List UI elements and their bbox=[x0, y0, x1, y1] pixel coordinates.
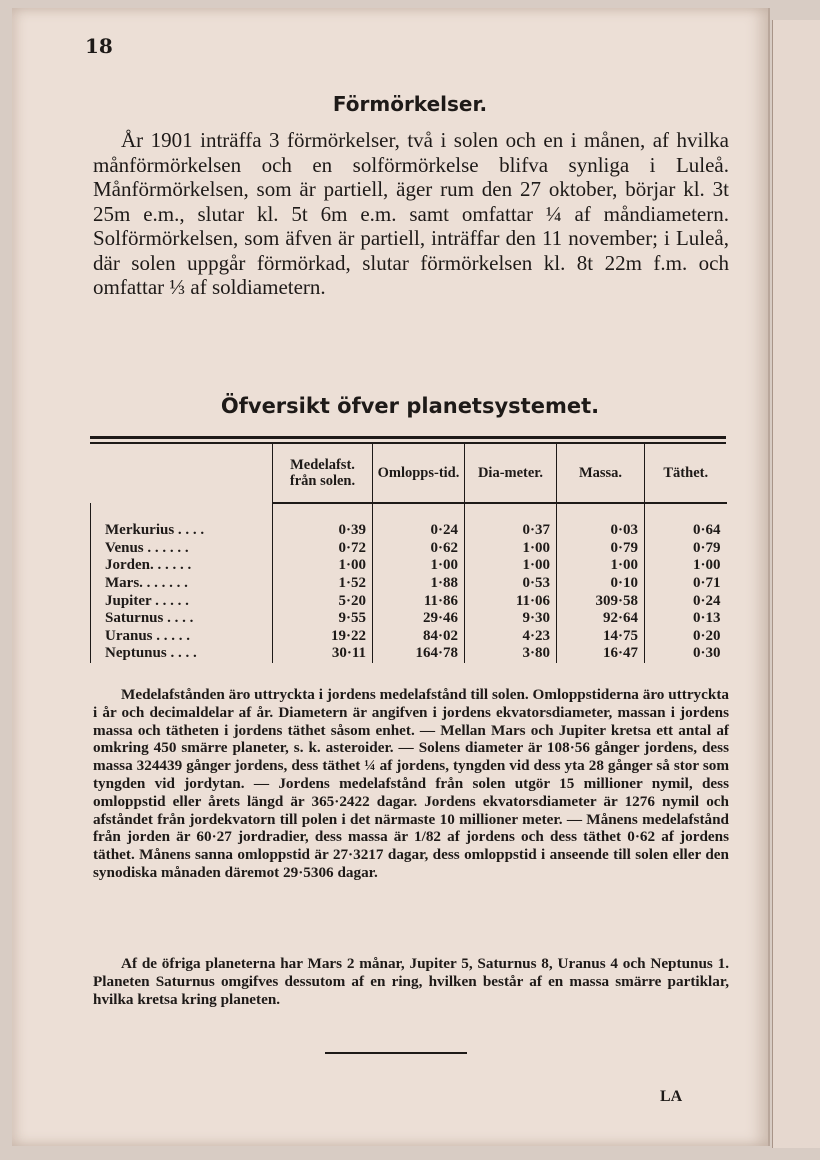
table-row bbox=[91, 592, 727, 610]
cell-diameter: 4·23 bbox=[465, 628, 557, 646]
cell-period: 1·88 bbox=[373, 575, 465, 593]
notes-paragraph-2: Af de öfriga planeterna har Mars 2 månar, Jupiter 5, Saturnus 8, Uranus 4 och Neptunus 1. Planeten Saturnus omgifves dessutom af en ring, hvilken består af en massa smärre partiklar, hvilka kretsa kring planeten. bbox=[93, 955, 729, 1008]
header-diameter: Dia-meter. bbox=[465, 444, 557, 503]
signature-mark: LA bbox=[660, 1088, 683, 1105]
cell-distance: 30·11 bbox=[273, 645, 373, 663]
table-row bbox=[91, 628, 727, 646]
cell-density: 0·79 bbox=[645, 540, 727, 558]
table-row bbox=[91, 557, 727, 575]
cell-name: Venus . . . . . . bbox=[91, 540, 273, 558]
cell-density: 0·30 bbox=[645, 645, 727, 663]
table-row bbox=[91, 522, 727, 540]
cell-distance: 1·52 bbox=[273, 575, 373, 593]
next-page-edge bbox=[772, 20, 820, 1148]
header-period: Omlopps-tid. bbox=[373, 444, 465, 503]
cell-diameter: 9·30 bbox=[465, 610, 557, 628]
cell-distance: 5·20 bbox=[273, 592, 373, 610]
cell-period: 0·24 bbox=[373, 522, 465, 540]
cell-period: 0·62 bbox=[373, 540, 465, 558]
cell-distance: 0·39 bbox=[273, 522, 373, 540]
cell-name: Neptunus . . . . bbox=[91, 645, 273, 663]
cell-density: 1·00 bbox=[645, 557, 727, 575]
cell-mass: 14·75 bbox=[557, 628, 645, 646]
cell-density: 0·71 bbox=[645, 575, 727, 593]
cell-name: Jupiter . . . . . bbox=[91, 592, 273, 610]
table-top-rule bbox=[90, 436, 726, 439]
cell-name: Mars. . . . . . . bbox=[91, 575, 273, 593]
cell-mass: 0·10 bbox=[557, 575, 645, 593]
closing-rule bbox=[325, 1052, 467, 1054]
planets-title: Öfversikt öfver planetsystemet. bbox=[220, 394, 600, 418]
eclipses-title: Förmörkelser. bbox=[332, 92, 488, 116]
cell-period: 11·86 bbox=[373, 592, 465, 610]
cell-mass: 1·00 bbox=[557, 557, 645, 575]
cell-period: 164·78 bbox=[373, 645, 465, 663]
cell-distance: 19·22 bbox=[273, 628, 373, 646]
cell-mass: 0·79 bbox=[557, 540, 645, 558]
table-row bbox=[91, 645, 727, 663]
cell-density: 0·64 bbox=[645, 522, 727, 540]
header-density: Täthet. bbox=[645, 444, 727, 503]
table-row bbox=[91, 610, 727, 628]
cell-diameter: 1·00 bbox=[465, 540, 557, 558]
cell-density: 0·24 bbox=[645, 592, 727, 610]
cell-distance: 1·00 bbox=[273, 557, 373, 575]
cell-name: Jorden. . . . . . bbox=[91, 557, 273, 575]
cell-density: 0·20 bbox=[645, 628, 727, 646]
table-row bbox=[91, 540, 727, 558]
cell-distance: 9·55 bbox=[273, 610, 373, 628]
page-number: 18 bbox=[85, 34, 113, 58]
cell-diameter: 11·06 bbox=[465, 592, 557, 610]
table-spacer-row bbox=[91, 503, 727, 522]
cell-name: Merkurius . . . . bbox=[91, 522, 273, 540]
cell-distance: 0·72 bbox=[273, 540, 373, 558]
cell-diameter: 1·00 bbox=[465, 557, 557, 575]
cell-density: 0·13 bbox=[645, 610, 727, 628]
cell-period: 1·00 bbox=[373, 557, 465, 575]
cell-name: Saturnus . . . . bbox=[91, 610, 273, 628]
notes-paragraph-1: Medelafstånden äro uttryckta i jordens medelafstånd till solen. Omloppstiderna äro uttryckta i år och decimaldelar af år. Diametern är angifven i jordens ekvatorsdiameter, massan i jordens massa och tätheten i jordens täthet såsom enhet. — Mellan Mars och Jupiter kretsa ett antal af omkring 450 smärre planeter, s. k. asteroider. — Solens diameter är 108·56 gånger jordens, dess massa 324439 gånger jordens, dess täthet ¼ af jordens, tyngden vid dess yta 28 gånger så stor som tyngden vid jordytan. — Jordens medelafstånd från solen utgör 15 millioner nymil, dess omloppstid eller årets längd är 365·2422 dagar. Jordens ekvatorsdiameter är 1276 nymil och afståndet från jordekvatorn till polen i det närmaste 10 millioner meter. — Månens medelafstånd från jorden är 60·27 jordradier, dess massa är 1/82 af jordens och dess täthet 0·62 af jordens täthet. Månens sanna omloppstid är 27·3217 dagar, dess omloppstid i anseende till solen eller den synodiska månaden däremot 29·5306 dagar. bbox=[93, 686, 729, 881]
table-row bbox=[91, 575, 727, 593]
cell-mass: 0·03 bbox=[557, 522, 645, 540]
cell-period: 84·02 bbox=[373, 628, 465, 646]
cell-diameter: 0·53 bbox=[465, 575, 557, 593]
eclipses-paragraph: År 1901 inträffa 3 förmörkelser, två i solen och en i månen, af hvilka månförmörkelsen och en solförmörkelse blifva synliga i Luleå. Månförmörkelsen, som är partiell, äger rum den 27 oktober, börjar kl. 3t 25m e.m., slutar kl. 5t 6m e.m. samt omfattar ¼ af måndiametern. Solförmörkelsen, som äfven är partiell, inträffar den 11 november; i Luleå, där solen uppgår förmörkad, slutar förmörkelsen kl. 8t 22m f.m. och omfattar ⅓ af soldiametern. bbox=[93, 128, 729, 299]
cell-mass: 309·58 bbox=[557, 592, 645, 610]
cell-mass: 92·64 bbox=[557, 610, 645, 628]
cell-period: 29·46 bbox=[373, 610, 465, 628]
header-planet bbox=[91, 444, 273, 503]
cell-diameter: 0·37 bbox=[465, 522, 557, 540]
header-mass: Massa. bbox=[557, 444, 645, 503]
cell-mass: 16·47 bbox=[557, 645, 645, 663]
cell-name: Uranus . . . . . bbox=[91, 628, 273, 646]
planet-table bbox=[90, 444, 726, 678]
cell-diameter: 3·80 bbox=[465, 645, 557, 663]
header-distance: Medelafst. från solen. bbox=[273, 444, 373, 503]
